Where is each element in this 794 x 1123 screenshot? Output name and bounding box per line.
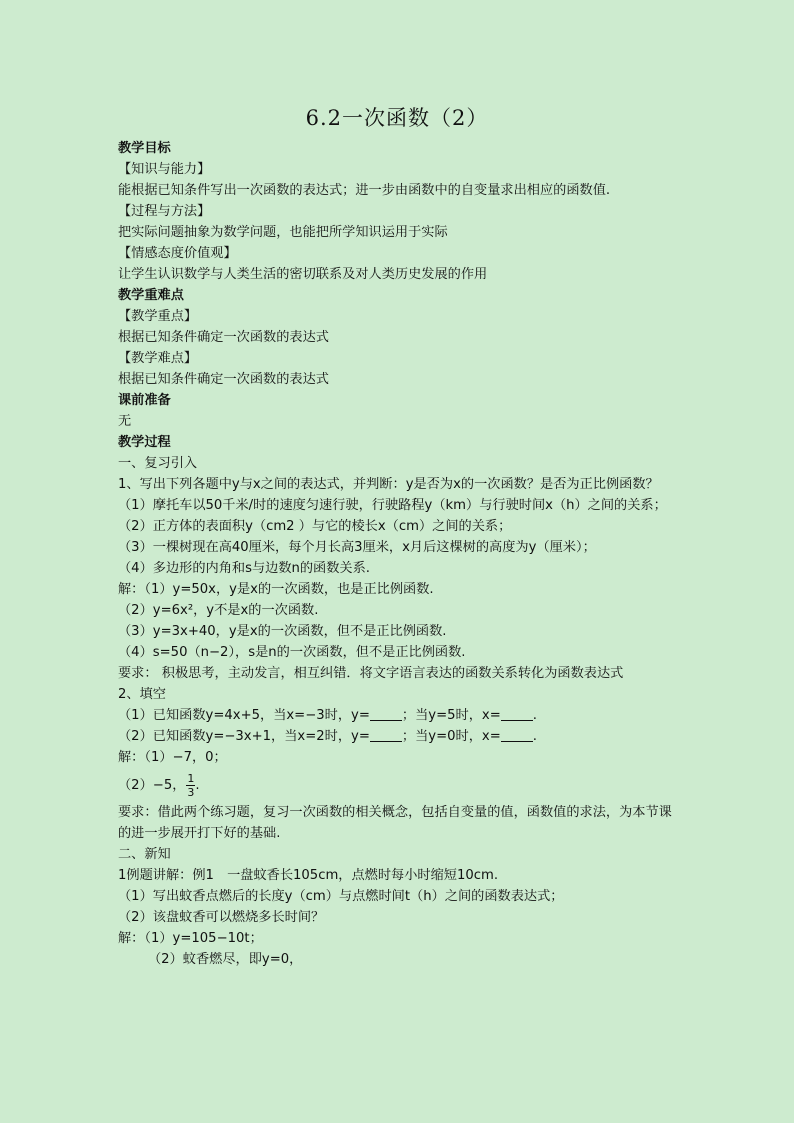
tag-process: 【过程与方法】	[118, 204, 211, 219]
question-1-part-4: （4）多边形的内角和s与边数n的函数关系.	[118, 561, 370, 576]
blank-line	[370, 727, 402, 742]
question-2-part-2	[118, 726, 678, 747]
heading-keypoints: 教学重难点	[118, 288, 184, 303]
fraction	[186, 772, 195, 799]
blank-line	[501, 727, 533, 742]
requirement-1: 要求： 积极思考，主动发言，相互纠错．将文字语言表达的函数关系转化为函数表达式	[118, 666, 624, 681]
fraction-denominator: 3	[187, 785, 195, 799]
answer-1-part-3: （3）y=3x+40，y是x的一次函数，但不是正比例函数.	[118, 624, 447, 639]
example-1: 1例题讲解：例1 一盘蚊香长105cm，点燃时每小时缩短10cm.	[118, 868, 499, 883]
example-1-part-1: （1）写出蚊香点燃后的长度y（cm）与点燃时间t（h）之间的函数表达式；	[118, 889, 564, 904]
subheading-new: 二、新知	[118, 847, 171, 862]
period: .	[532, 729, 537, 744]
q2-1-text-b: ；当y=5时，x=	[401, 708, 501, 723]
q2-2-text-b: ；当y=0时，x=	[401, 729, 501, 744]
example-answer-2: （2）蚊香燃尽，即y=0，	[148, 952, 303, 967]
question-2: 2、填空	[118, 687, 166, 702]
requirement-2: 要求：借此两个练习题，复习一次函数的相关概念，包括自变量的值，函数值的求法，为本节课的进一步展开打下好的基础.	[118, 805, 672, 841]
blank-line	[501, 706, 533, 721]
q2-2-text-a: （2）已知函数y=−3x+1，当x=2时，y=	[118, 729, 370, 744]
q2-1-text-a: （1）已知函数y=4x+5，当x=−3时，y=	[118, 708, 370, 723]
period: .	[195, 777, 200, 793]
example-1-part-2: （2）该盘蚊香可以燃烧多长时间？	[118, 910, 325, 925]
question-1-part-3: （3）一棵树现在高40厘米，每个月长高3厘米，x月后这棵树的高度为y（厘米）；	[118, 540, 596, 555]
example-answer-1: 解：（1）y=105−10t；	[118, 931, 263, 946]
text-key: 根据已知条件确定一次函数的表达式	[118, 330, 329, 345]
lesson-content	[118, 138, 678, 970]
answer-1-part-4: （4）s=50（n−2），s是n的一次函数，但不是正比例函数.	[118, 645, 466, 660]
answer-1-part-1: 解：（1）y=50x，y是x的一次函数，也是正比例函数.	[118, 582, 434, 597]
text-knowledge: 能根据已知条件写出一次函数的表达式；进一步由函数中的自变量求出相应的函数值.	[118, 183, 611, 198]
heading-goals: 教学目标	[118, 141, 171, 156]
page-title: 6.2一次函数（2）	[305, 106, 489, 130]
tag-knowledge: 【知识与能力】	[118, 162, 211, 177]
answer-1-part-2: （2）y=6x²，y不是x的一次函数.	[118, 603, 319, 618]
fraction-numerator: 1	[187, 771, 195, 785]
period: .	[532, 708, 537, 723]
blank-line	[370, 706, 402, 721]
text-difficult: 根据已知条件确定一次函数的表达式	[118, 372, 329, 387]
a2-2-text: （2）−5，	[118, 777, 186, 793]
question-1: 1、写出下列各题中y与x之间的表达式，并判断：y是否为x的一次函数？是否为正比例函数？	[118, 477, 659, 492]
heading-process: 教学过程	[118, 435, 171, 450]
text-prep: 无	[118, 414, 132, 429]
question-2-part-1	[118, 705, 678, 726]
text-process: 把实际问题抽象为数学问题，也能把所学知识运用于实际	[118, 225, 448, 240]
heading-prep: 课前准备	[118, 393, 171, 408]
subheading-review: 一、复习引入	[118, 456, 198, 471]
question-1-part-1: （1）摩托车以50千米/时的速度匀速行驶，行驶路程y（km）与行驶时间x（h）之间的关系；	[118, 498, 667, 513]
tag-key: 【教学重点】	[118, 309, 198, 324]
tag-difficult: 【教学难点】	[118, 351, 198, 366]
answer-2-part-1: 解：（1）−7，0；	[118, 750, 227, 765]
tag-emotion: 【情感态度价值观】	[118, 246, 237, 261]
answer-2-part-2	[118, 768, 678, 802]
question-1-part-2: （2）正方体的表面积y（cm2 ）与它的棱长x（cm）之间的关系；	[118, 519, 512, 534]
text-emotion: 让学生认识数学与人类生活的密切联系及对人类历史发展的作用	[118, 267, 488, 282]
